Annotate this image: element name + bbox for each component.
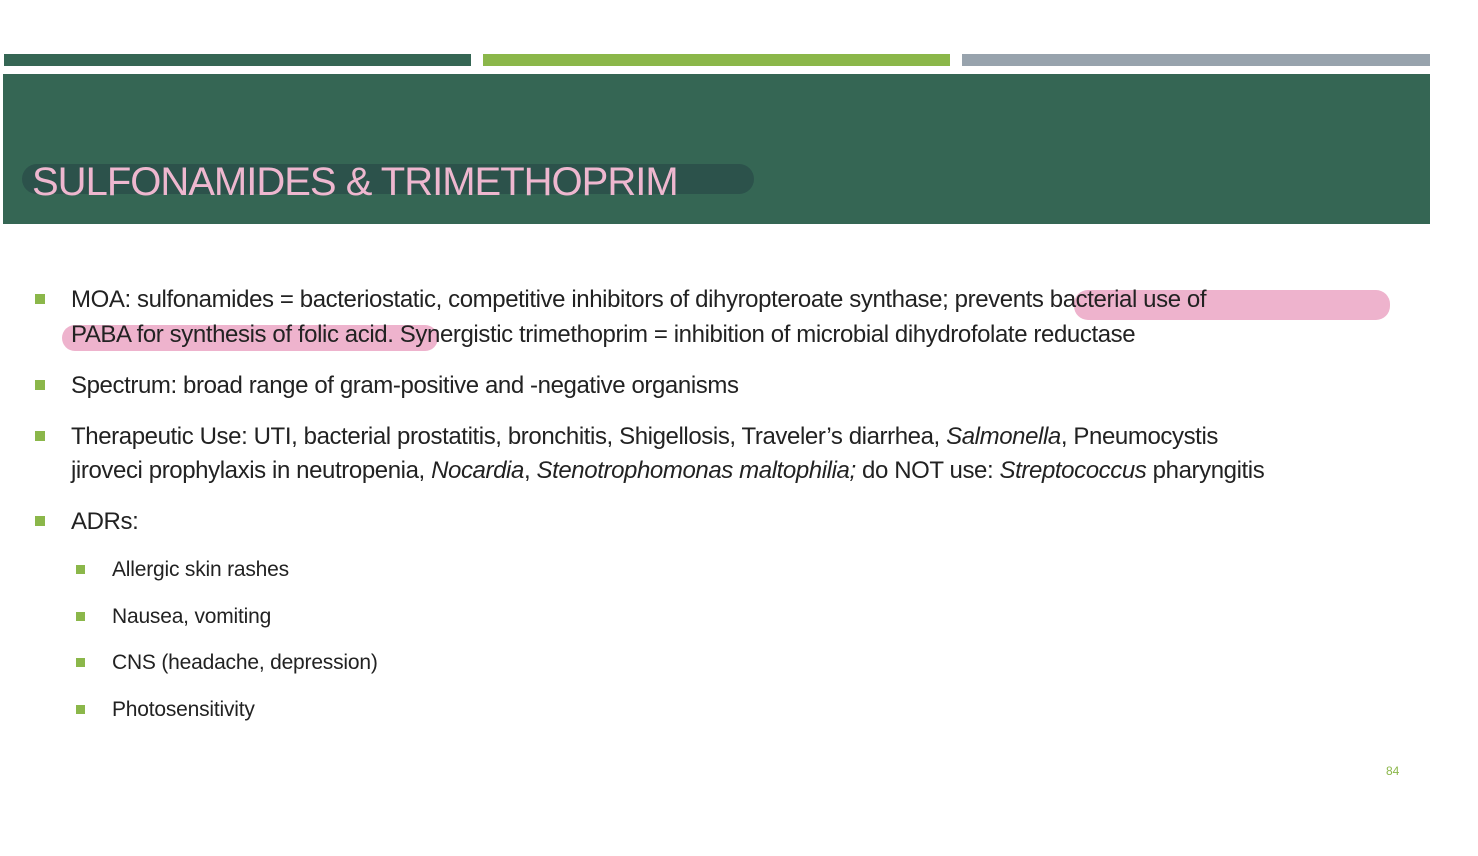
bullet-marker bbox=[35, 380, 45, 390]
bullet-marker bbox=[35, 516, 45, 526]
moa-line-2 bbox=[71, 321, 1135, 349]
page-number: 84 bbox=[1386, 764, 1400, 778]
bullet-marker bbox=[35, 294, 45, 304]
moa-highlighted-text: ; prevents bacterial use of bbox=[942, 286, 1207, 313]
moa-text: MOA: sulfonamides = bacteriostatic, competitive inhibitors of dihyropteroate synthase bbox=[71, 286, 943, 313]
therapeutic-text: Therapeutic Use: UTI, bacterial prostatitis, bronchitis, Shigellosis, Traveler’s diarrhea, bbox=[71, 423, 947, 450]
therapeutic-italic: Salmonella bbox=[946, 423, 1061, 450]
adr-item: Allergic skin rashes bbox=[112, 558, 289, 581]
sub-bullet-marker bbox=[76, 705, 85, 714]
bullet-marker bbox=[35, 431, 45, 441]
moa-text: . Synergistic trimethoprim = inhibition of microbial dihydrofolate reductase bbox=[387, 321, 1136, 348]
therapeutic-text: jiroveci prophylaxis in neutropenia, bbox=[71, 457, 432, 484]
spectrum-text: Spectrum: broad range of gram-positive and -negative organisms bbox=[71, 372, 739, 399]
therapeutic-line-1 bbox=[71, 423, 1218, 451]
therapeutic-text: do NOT use: bbox=[855, 457, 1000, 484]
therapeutic-text: , bbox=[523, 457, 537, 484]
therapeutic-text: , Pneumocystis bbox=[1060, 423, 1218, 450]
adr-item: CNS (headache, depression) bbox=[112, 651, 378, 674]
slide-title: SULFONAMIDES & TRIMETHOPRIM bbox=[32, 160, 678, 204]
adr-item: Nausea, vomiting bbox=[112, 605, 272, 628]
moa-line-1 bbox=[71, 286, 1206, 314]
therapeutic-line-2 bbox=[71, 457, 1264, 485]
therapeutic-italic: Stenotrophomonas maltophilia; bbox=[536, 457, 856, 484]
therapeutic-italic: Nocardia bbox=[431, 457, 524, 484]
adrs-label: ADRs: bbox=[71, 508, 139, 535]
therapeutic-italic: Streptococcus bbox=[999, 457, 1147, 484]
sub-bullet-marker bbox=[76, 658, 85, 667]
moa-highlighted-text: PABA for synthesis of folic acid bbox=[71, 321, 388, 348]
therapeutic-text: pharyngitis bbox=[1146, 457, 1265, 484]
sub-bullet-marker bbox=[76, 565, 85, 574]
sub-bullet-marker bbox=[76, 612, 85, 621]
adr-item: Photosensitivity bbox=[112, 698, 255, 721]
